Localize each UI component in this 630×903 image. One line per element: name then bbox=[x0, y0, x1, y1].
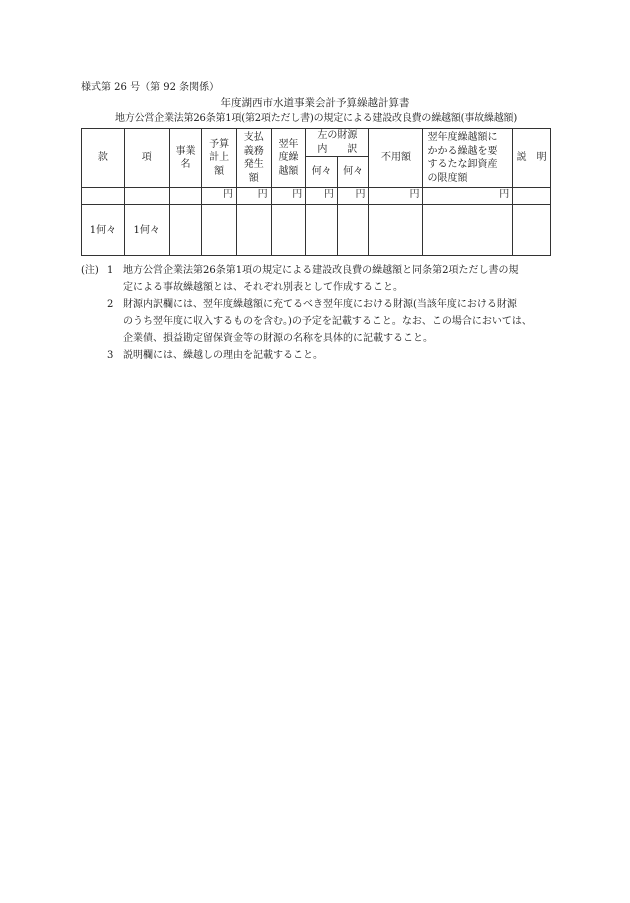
note-line: 定による事故繰越額とは、それぞれ別表として作成すること。 bbox=[123, 282, 403, 293]
form-number: 様式第 26 号（第 92 条関係） bbox=[81, 82, 220, 93]
header-gendo-line: 翌年度繰越額に bbox=[427, 132, 498, 143]
unit-cell-empty bbox=[169, 188, 202, 205]
cell-zaigen2 bbox=[337, 205, 369, 256]
header-yosan-line: 予算 bbox=[209, 138, 230, 150]
header-shiharai-line: 義務 bbox=[243, 145, 264, 157]
header-zaigen-line: 内 訳 bbox=[317, 143, 358, 155]
header-yosan bbox=[202, 129, 237, 188]
cell-yosan bbox=[202, 205, 237, 256]
unit-cell-empty bbox=[124, 188, 169, 205]
cell-kan: 1何々 bbox=[82, 205, 125, 256]
cell-gendo bbox=[423, 205, 513, 256]
header-zaigen-line: 左の財源 bbox=[317, 130, 358, 141]
cell-kou: 1何々 bbox=[124, 205, 169, 256]
cell-fuyou bbox=[369, 205, 423, 256]
cell-shiharai bbox=[236, 205, 271, 256]
unit-cell-yosan: 円 bbox=[202, 188, 237, 205]
note-number: 3 bbox=[107, 350, 114, 361]
header-yokunendo-line: 度繰 bbox=[278, 152, 299, 164]
header-yokunendo-line: 越額 bbox=[278, 165, 299, 177]
note-line: のうち翌年度に収入するものを含む。)の予定を記載すること。なお、この場合においては、 bbox=[123, 316, 532, 327]
unit-cell-zaigen1: 円 bbox=[306, 188, 338, 205]
header-yosan-line: 額 bbox=[214, 165, 225, 177]
header-zaigen-sub2: 何々 bbox=[337, 157, 369, 188]
header-zaigen-sub1: 何々 bbox=[306, 157, 338, 188]
cell-zaigen1 bbox=[306, 205, 338, 256]
header-yokunendo bbox=[271, 129, 306, 188]
note-line: 企業債、損益勘定留保資金等の財源の名称を具体的に記載すること。 bbox=[123, 333, 433, 344]
header-shiharai-line: 支払 bbox=[243, 132, 264, 143]
header-yosan-line: 計上 bbox=[209, 152, 230, 164]
notes-label: (注) bbox=[81, 265, 99, 276]
header-gendo bbox=[423, 129, 513, 188]
header-kou: 項 bbox=[124, 129, 169, 188]
header-jigyou bbox=[169, 129, 202, 188]
document-title: 年度湖西市水道事業会計予算繰越計算書 bbox=[220, 97, 410, 109]
header-jigyou-line: 名 bbox=[180, 159, 191, 170]
cell-yokunendo bbox=[271, 205, 306, 256]
note-line: 地方公営企業法第26条第1項の規定による建設改良費の繰越額と同条第2項ただし書の規 bbox=[123, 265, 519, 276]
unit-cell-fuyou: 円 bbox=[369, 188, 423, 205]
note-line: 説明欄には、繰越しの理由を記載すること。 bbox=[123, 350, 323, 361]
header-shiharai-line: 額 bbox=[248, 172, 259, 184]
note-number: 1 bbox=[107, 265, 114, 276]
unit-cell-empty bbox=[82, 188, 125, 205]
unit-cell-gendo: 円 bbox=[423, 188, 513, 205]
note-line: 財源内訳欄には、翌年度繰越額に充てるべき翌年度における財源(当該年度における財源 bbox=[123, 299, 517, 310]
unit-cell-shiharai: 円 bbox=[236, 188, 271, 205]
header-shiharai bbox=[236, 129, 271, 188]
unit-cell-yokunendo: 円 bbox=[271, 188, 306, 205]
header-gendo-line: の限度額 bbox=[427, 172, 468, 184]
header-jigyou-line: 事業 bbox=[175, 145, 196, 157]
cell-jigyou bbox=[169, 205, 202, 256]
header-setsumei: 説 明 bbox=[513, 129, 551, 188]
unit-cell-empty bbox=[513, 188, 551, 205]
unit-cell-zaigen2: 円 bbox=[337, 188, 369, 205]
header-yokunendo-line: 翌年 bbox=[278, 138, 299, 150]
header-gendo-line: かかる繰越を要 bbox=[427, 145, 498, 157]
header-zaigen bbox=[306, 129, 369, 157]
carryover-table bbox=[81, 128, 551, 256]
header-gendo-line: するたな卸資産 bbox=[427, 159, 498, 170]
header-fuyou: 不用額 bbox=[369, 129, 423, 188]
note-number: 2 bbox=[107, 299, 114, 310]
header-kan: 款 bbox=[82, 129, 125, 188]
document-subtitle: 地方公営企業法第26条第1項(第2項ただし書)の規定による建設改良費の繰越額(事故繰越額) bbox=[114, 113, 518, 124]
cell-setsumei bbox=[513, 205, 551, 256]
header-shiharai-line: 発生 bbox=[243, 159, 264, 170]
